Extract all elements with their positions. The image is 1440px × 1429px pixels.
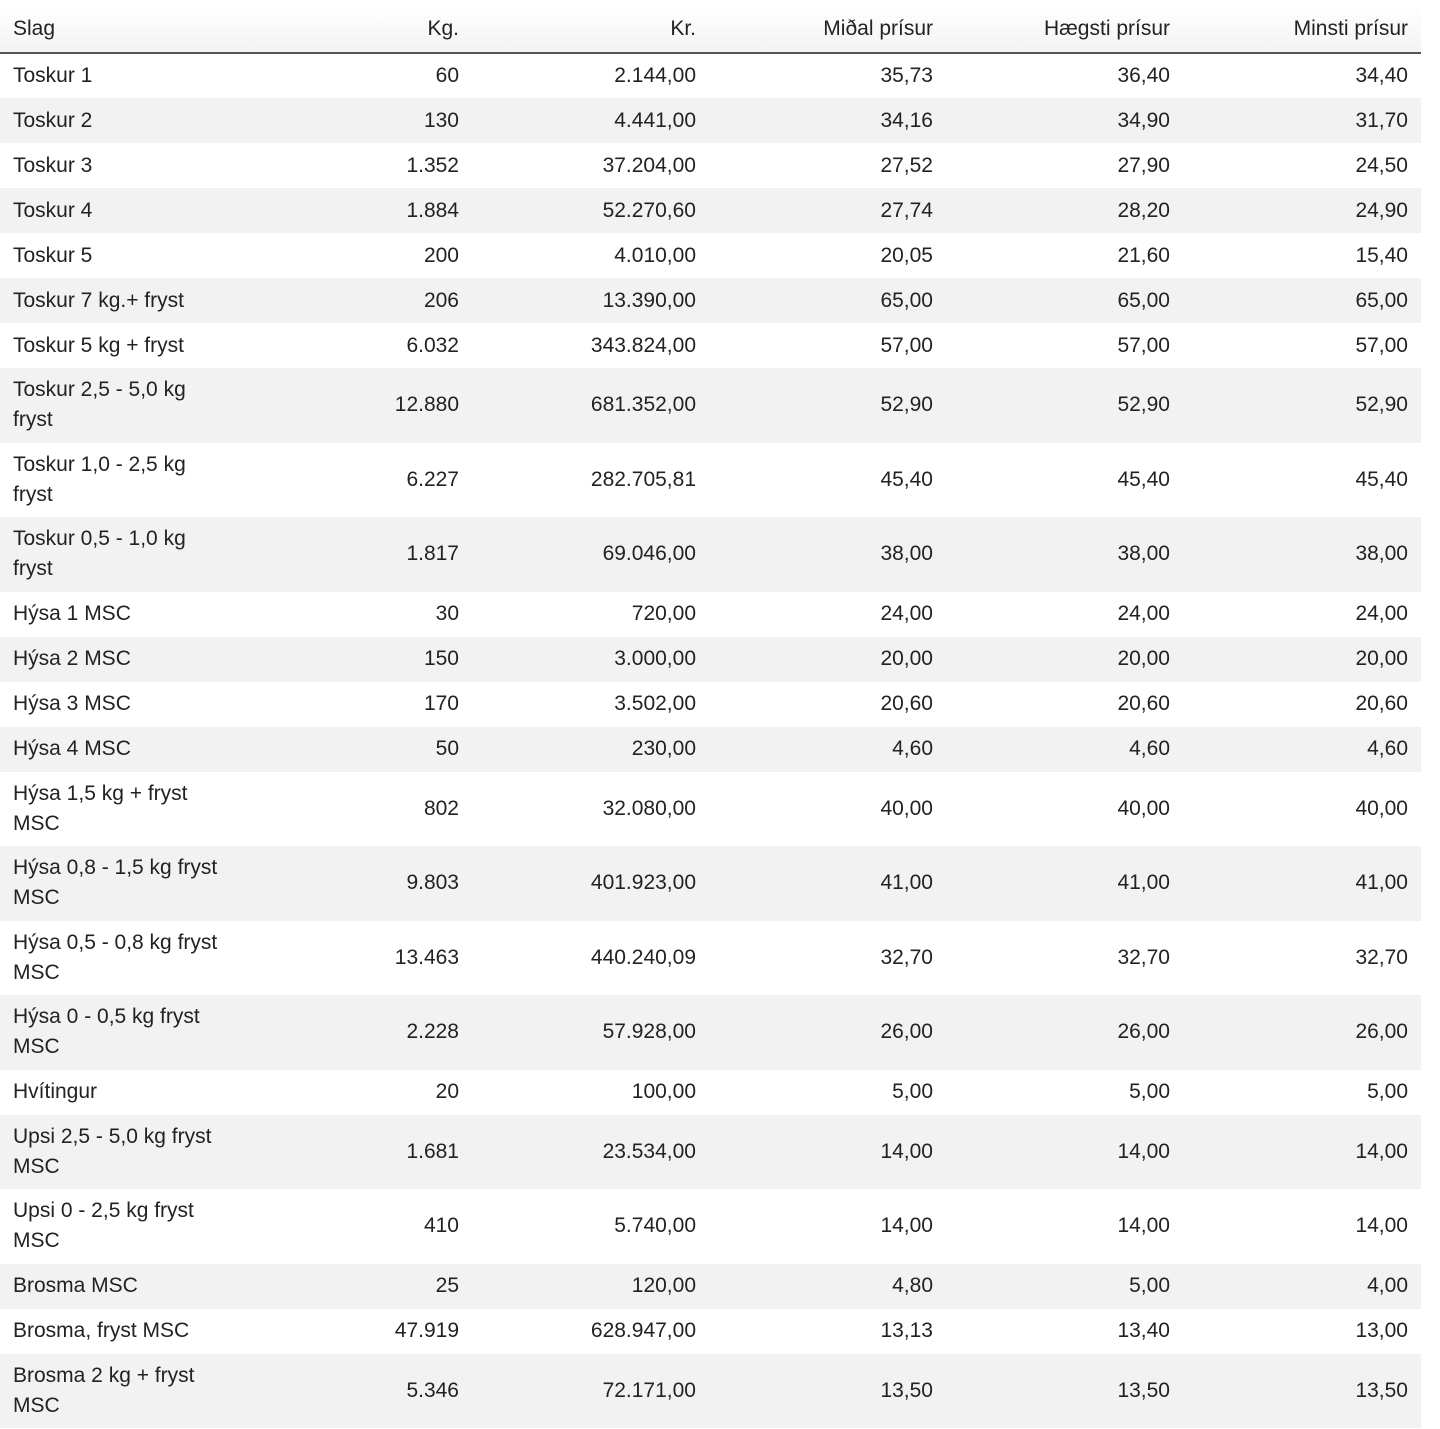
cell-midal-prisur: 38,00 <box>880 542 933 566</box>
table-header <box>0 6 1421 53</box>
table-row <box>0 1070 1421 1115</box>
header-row <box>0 6 1421 53</box>
header-kg: Kg. <box>222 6 472 53</box>
cell-slag: Upsi 2,5 - 5,0 kg fryst MSC <box>13 1124 212 1178</box>
cell-kr: 628.947,00 <box>590 1319 696 1342</box>
cell-slag: Toskur 2,5 - 5,0 kg fryst <box>13 378 186 432</box>
cell-minsti-prisur: 14,00 <box>1355 1214 1408 1238</box>
table-row <box>0 517 1421 592</box>
table-row <box>0 592 1421 637</box>
table-row <box>0 682 1421 727</box>
cell-haegsti-prisur: 5,00 <box>1129 1274 1170 1297</box>
header-midal-prisur: Miðal prísur <box>709 6 946 53</box>
cell-haegsti-prisur: 14,00 <box>1117 1214 1170 1238</box>
cell-kr: 69.046,00 <box>602 542 696 566</box>
cell-minsti-prisur: 24,90 <box>1355 198 1408 222</box>
cell-haegsti-prisur: 34,90 <box>1117 108 1170 132</box>
cell-midal-prisur: 26,00 <box>880 1020 933 1044</box>
cell-midal-prisur: 24,00 <box>880 602 933 625</box>
cell-haegsti-prisur: 20,60 <box>1117 692 1170 715</box>
cell-kg: 1.817 <box>406 542 459 566</box>
cell-slag: Hýsa 0,8 - 1,5 kg fryst MSC <box>13 856 218 910</box>
cell-kg: 6.032 <box>406 333 459 357</box>
table-row <box>0 772 1421 847</box>
cell-minsti-prisur: 34,40 <box>1355 64 1408 87</box>
cell-midal-prisur: 27,74 <box>880 198 933 222</box>
cell-minsti-prisur: 20,60 <box>1355 692 1408 715</box>
cell-kr: 3.502,00 <box>614 692 696 715</box>
cell-haegsti-prisur: 20,00 <box>1117 647 1170 670</box>
cell-kr: 2.144,00 <box>614 64 696 87</box>
cell-kr: 5.740,00 <box>614 1214 696 1238</box>
cell-midal-prisur: 4,80 <box>892 1274 933 1297</box>
cell-haegsti-prisur: 65,00 <box>1117 288 1170 312</box>
cell-minsti-prisur: 52,90 <box>1355 393 1408 417</box>
cell-kr: 440.240,09 <box>590 945 696 969</box>
table-row <box>0 323 1421 368</box>
cell-kg: 410 <box>423 1214 459 1238</box>
cell-kr: 681.352,00 <box>590 393 696 417</box>
cell-kg: 1.352 <box>406 153 459 177</box>
cell-slag: Brosma 2 kg + fryst MSC <box>13 1363 195 1417</box>
cell-midal-prisur: 40,00 <box>880 796 933 820</box>
cell-minsti-prisur: 38,00 <box>1355 542 1408 566</box>
table-row <box>0 1309 1421 1354</box>
cell-haegsti-prisur: 40,00 <box>1117 796 1170 820</box>
cell-slag: Toskur 0,5 - 1,0 kg fryst <box>13 527 186 581</box>
cell-slag: Hýsa 0,5 - 0,8 kg fryst MSC <box>13 930 218 984</box>
cell-haegsti-prisur: 57,00 <box>1117 333 1170 357</box>
cell-haegsti-prisur: 14,00 <box>1117 1139 1170 1163</box>
cell-slag: Hýsa 2 MSC <box>13 647 131 670</box>
cell-haegsti-prisur: 5,00 <box>1129 1080 1170 1103</box>
table-body <box>0 53 1421 1428</box>
cell-minsti-prisur: 5,00 <box>1367 1080 1408 1103</box>
table-row <box>0 1115 1421 1190</box>
cell-slag: Hýsa 0 - 0,5 kg fryst MSC <box>13 1005 200 1059</box>
header-slag: Slag <box>0 6 222 53</box>
cell-slag: Toskur 1 <box>13 64 93 87</box>
cell-midal-prisur: 45,40 <box>880 467 933 491</box>
cell-midal-prisur: 20,00 <box>880 647 933 670</box>
table-row <box>0 921 1421 996</box>
table-row <box>0 1354 1421 1429</box>
cell-kr: 37.204,00 <box>602 153 696 177</box>
cell-haegsti-prisur: 52,90 <box>1117 393 1170 417</box>
cell-midal-prisur: 13,50 <box>880 1378 933 1402</box>
cell-midal-prisur: 52,90 <box>880 393 933 417</box>
cell-kg: 5.346 <box>406 1378 459 1402</box>
cell-kg: 130 <box>423 108 459 132</box>
cell-midal-prisur: 20,05 <box>880 243 933 267</box>
table-row <box>0 188 1421 233</box>
cell-minsti-prisur: 40,00 <box>1355 796 1408 820</box>
cell-kg: 60 <box>435 64 459 87</box>
cell-midal-prisur: 27,52 <box>880 153 933 177</box>
cell-minsti-prisur: 32,70 <box>1355 945 1408 969</box>
cell-slag: Brosma MSC <box>13 1274 138 1297</box>
cell-haegsti-prisur: 21,60 <box>1117 243 1170 267</box>
cell-slag: Toskur 3 <box>13 153 93 177</box>
cell-haegsti-prisur: 41,00 <box>1117 871 1170 895</box>
price-table-container <box>0 6 1421 1428</box>
table-row <box>0 1189 1421 1264</box>
cell-minsti-prisur: 14,00 <box>1355 1139 1408 1163</box>
cell-haegsti-prisur: 38,00 <box>1117 542 1170 566</box>
cell-kg: 170 <box>423 692 459 715</box>
cell-kr: 32.080,00 <box>602 796 696 820</box>
cell-minsti-prisur: 4,00 <box>1367 1274 1408 1297</box>
cell-kg: 30 <box>435 602 459 625</box>
cell-haegsti-prisur: 13,40 <box>1117 1319 1170 1342</box>
cell-minsti-prisur: 26,00 <box>1355 1020 1408 1044</box>
cell-kg: 802 <box>423 796 459 820</box>
cell-midal-prisur: 35,73 <box>880 64 933 87</box>
table-row <box>0 637 1421 682</box>
cell-haegsti-prisur: 4,60 <box>1129 737 1170 760</box>
cell-kg: 1.681 <box>406 1139 459 1163</box>
cell-haegsti-prisur: 26,00 <box>1117 1020 1170 1044</box>
cell-kr: 720,00 <box>631 602 696 625</box>
cell-kr: 282.705,81 <box>590 467 696 491</box>
cell-kg: 1.884 <box>406 198 459 222</box>
cell-haegsti-prisur: 27,90 <box>1117 153 1170 177</box>
cell-kg: 47.919 <box>394 1319 459 1342</box>
cell-kr: 13.390,00 <box>602 288 696 312</box>
cell-slag: Toskur 5 kg + fryst <box>13 333 184 357</box>
price-table <box>0 6 1421 1428</box>
cell-midal-prisur: 14,00 <box>880 1139 933 1163</box>
table-row <box>0 278 1421 323</box>
cell-minsti-prisur: 13,50 <box>1355 1378 1408 1402</box>
cell-minsti-prisur: 57,00 <box>1355 333 1408 357</box>
cell-kr: 401.923,00 <box>590 871 696 895</box>
cell-kg: 25 <box>435 1274 459 1297</box>
table-row <box>0 727 1421 772</box>
cell-midal-prisur: 32,70 <box>880 945 933 969</box>
cell-slag: Brosma, fryst MSC <box>13 1319 190 1342</box>
cell-minsti-prisur: 20,00 <box>1355 647 1408 670</box>
cell-slag: Hvítingur <box>13 1080 98 1103</box>
cell-slag: Hýsa 1 MSC <box>13 602 131 625</box>
table-row <box>0 995 1421 1070</box>
cell-kr: 23.534,00 <box>602 1139 696 1163</box>
cell-midal-prisur: 4,60 <box>892 737 933 760</box>
cell-kg: 13.463 <box>394 945 459 969</box>
cell-slag: Hýsa 3 MSC <box>13 692 131 715</box>
cell-haegsti-prisur: 28,20 <box>1117 198 1170 222</box>
cell-minsti-prisur: 24,50 <box>1355 153 1408 177</box>
cell-slag: Toskur 2 <box>13 108 93 132</box>
cell-midal-prisur: 34,16 <box>880 108 933 132</box>
cell-kr: 343.824,00 <box>590 333 696 357</box>
cell-midal-prisur: 65,00 <box>880 288 933 312</box>
cell-haegsti-prisur: 24,00 <box>1117 602 1170 625</box>
cell-slag: Hýsa 1,5 kg + fryst MSC <box>13 781 188 835</box>
cell-kr: 230,00 <box>631 737 696 760</box>
cell-minsti-prisur: 4,60 <box>1367 737 1408 760</box>
cell-midal-prisur: 14,00 <box>880 1214 933 1238</box>
table-row <box>0 53 1421 98</box>
cell-midal-prisur: 13,13 <box>880 1319 933 1342</box>
cell-kg: 200 <box>423 243 459 267</box>
cell-slag: Hýsa 4 MSC <box>13 737 131 760</box>
cell-haegsti-prisur: 36,40 <box>1117 64 1170 87</box>
table-row <box>0 443 1421 518</box>
cell-kr: 57.928,00 <box>602 1020 696 1044</box>
cell-slag: Toskur 5 <box>13 243 93 267</box>
cell-kr: 3.000,00 <box>614 647 696 670</box>
cell-kg: 2.228 <box>406 1020 459 1044</box>
table-row <box>0 233 1421 278</box>
cell-slag: Toskur 1,0 - 2,5 kg fryst <box>13 452 186 506</box>
cell-haegsti-prisur: 32,70 <box>1117 945 1170 969</box>
cell-minsti-prisur: 15,40 <box>1355 243 1408 267</box>
table-row <box>0 1264 1421 1309</box>
cell-slag: Upsi 0 - 2,5 kg fryst MSC <box>13 1199 194 1253</box>
header-haegsti-prisur: Hægsti prísur <box>946 6 1183 53</box>
cell-kr: 120,00 <box>631 1274 696 1297</box>
cell-kg: 50 <box>435 737 459 760</box>
cell-midal-prisur: 5,00 <box>892 1080 933 1103</box>
cell-minsti-prisur: 13,00 <box>1355 1319 1408 1342</box>
cell-midal-prisur: 41,00 <box>880 871 933 895</box>
table-row <box>0 98 1421 143</box>
cell-slag: Toskur 7 kg.+ fryst <box>13 288 184 312</box>
cell-kr: 100,00 <box>631 1080 696 1103</box>
cell-slag: Toskur 4 <box>13 198 93 222</box>
cell-kg: 12.880 <box>394 393 459 417</box>
cell-minsti-prisur: 24,00 <box>1355 602 1408 625</box>
header-minsti-prisur: Minsti prísur <box>1183 6 1421 53</box>
cell-kr: 52.270,60 <box>602 198 696 222</box>
cell-kg: 150 <box>423 647 459 670</box>
cell-midal-prisur: 20,60 <box>880 692 933 715</box>
header-kr: Kr. <box>472 6 709 53</box>
cell-midal-prisur: 57,00 <box>880 333 933 357</box>
table-row <box>0 143 1421 188</box>
table-row <box>0 846 1421 921</box>
cell-minsti-prisur: 41,00 <box>1355 871 1408 895</box>
cell-kg: 20 <box>435 1080 459 1103</box>
cell-kg: 9.803 <box>406 871 459 895</box>
cell-kg: 206 <box>423 288 459 312</box>
cell-minsti-prisur: 31,70 <box>1355 108 1408 132</box>
cell-kg: 6.227 <box>406 467 459 491</box>
cell-minsti-prisur: 45,40 <box>1355 467 1408 491</box>
cell-kr: 4.441,00 <box>614 108 696 132</box>
table-row <box>0 368 1421 443</box>
cell-haegsti-prisur: 13,50 <box>1117 1378 1170 1402</box>
cell-kr: 4.010,00 <box>614 243 696 267</box>
cell-kr: 72.171,00 <box>602 1378 696 1402</box>
cell-haegsti-prisur: 45,40 <box>1117 467 1170 491</box>
cell-minsti-prisur: 65,00 <box>1355 288 1408 312</box>
